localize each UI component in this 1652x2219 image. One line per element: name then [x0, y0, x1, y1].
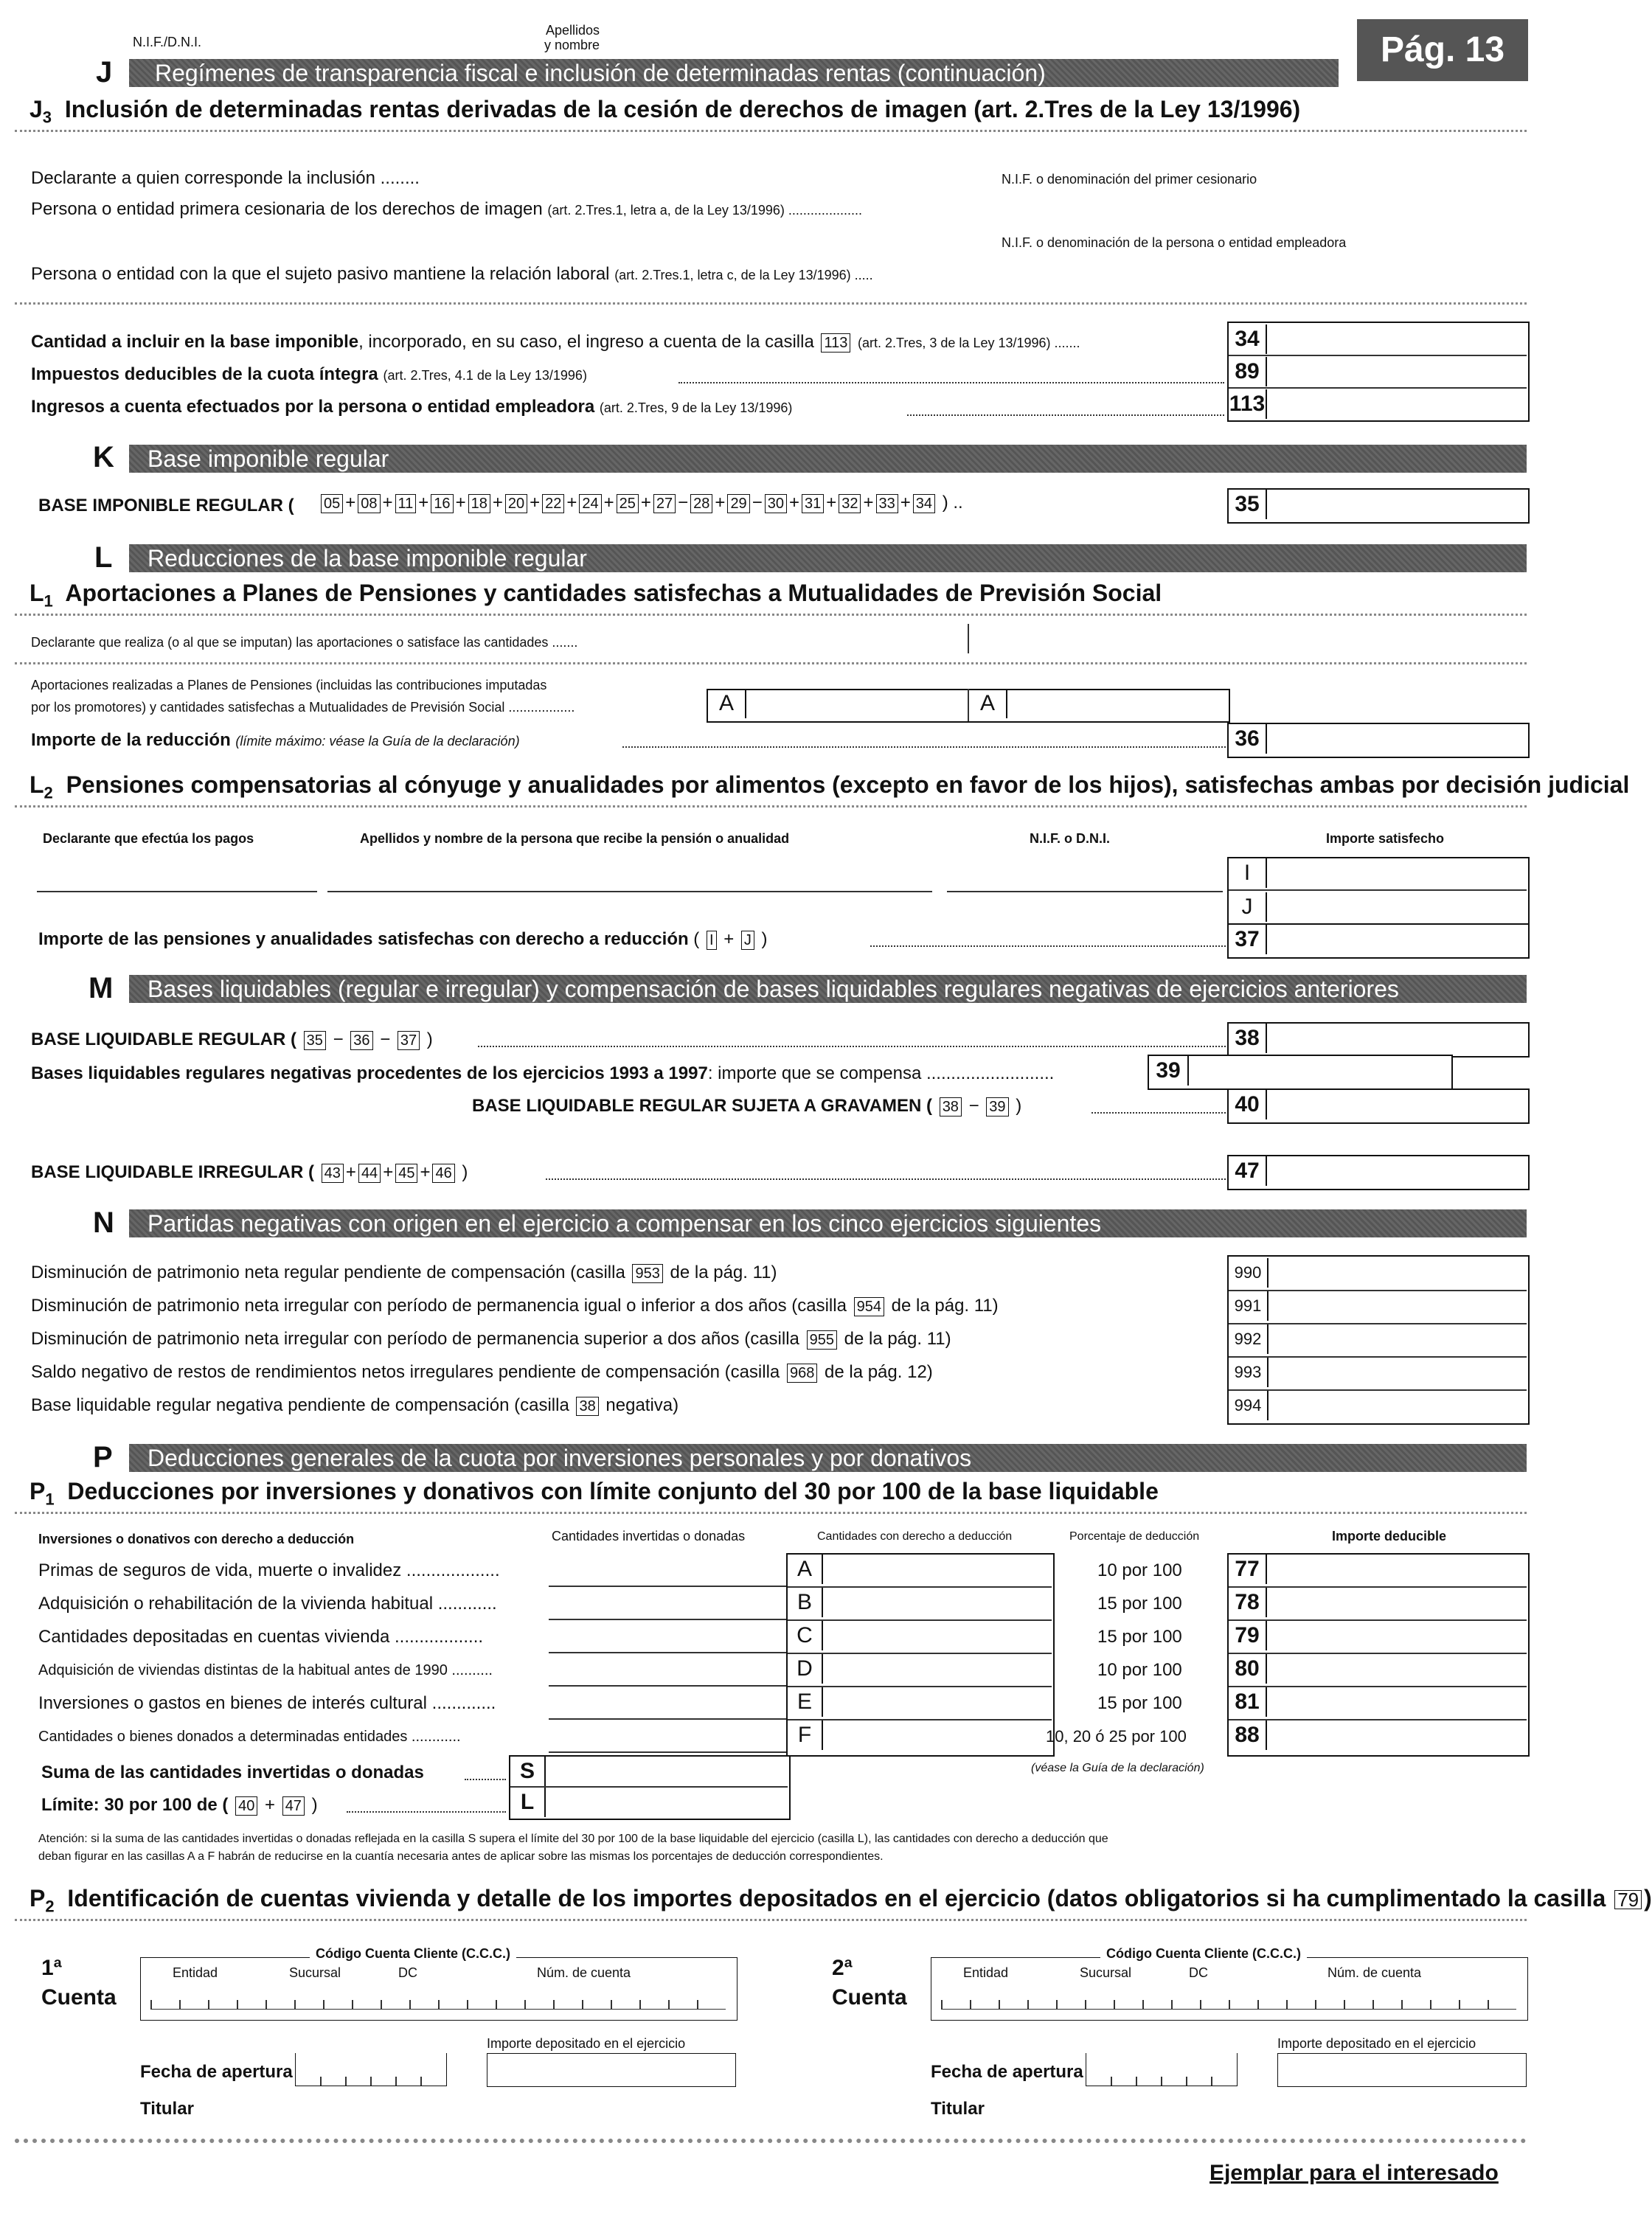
- k-operator: +: [603, 493, 614, 513]
- apellidos-label: Apellidos: [546, 23, 600, 38]
- limite-label: Límite: 30 por 100 de ( 40 + 47 ): [41, 1795, 318, 1815]
- input-78[interactable]: [1270, 1591, 1524, 1617]
- porcentaje: 15 por 100: [1097, 1594, 1182, 1614]
- input-113[interactable]: [1270, 389, 1524, 417]
- section-l1-title: $L_1$ Aportaciones a Planes de Pensiones y cantidades satisfechas a Mutualidades de Previsión Social: [30, 580, 1162, 611]
- k-operator: −: [752, 493, 763, 513]
- k-operator: +: [566, 493, 577, 513]
- nombre-label: y nombre: [544, 38, 600, 52]
- k-casilla-ref: 33: [876, 494, 898, 513]
- k-casilla-ref: 08: [358, 494, 380, 513]
- box-a: A: [788, 1555, 823, 1584]
- nif-cesionario-label: N.I.F. o denominación del primer cesionario: [1002, 172, 1257, 187]
- input-992[interactable]: [1271, 1326, 1524, 1354]
- casilla-47: 47: [1229, 1156, 1267, 1186]
- n-row-label: Base liquidable regular negativa pendiente de compensación (casilla 38 negativa): [31, 1395, 679, 1415]
- cantidad-invertida-input[interactable]: [549, 1558, 785, 1584]
- casilla-113: 113: [1229, 389, 1267, 419]
- k-casilla-ref: 05: [321, 494, 343, 513]
- k-operator: +: [863, 493, 874, 513]
- casilla-990: 990: [1229, 1258, 1268, 1288]
- box-i: I: [1229, 858, 1267, 888]
- aportaciones-label-1: Aportaciones realizadas a Planes de Pensiones (incluidas las contribuciones imputadas: [31, 678, 547, 692]
- k-close: ) ..: [942, 493, 963, 513]
- cuenta-ordinal: 2ª: [832, 1956, 853, 1980]
- box-a-1: A: [708, 689, 746, 718]
- input-79[interactable]: [1270, 1624, 1524, 1650]
- importe-depositado-label: Importe depositado en el ejercicio: [487, 2036, 686, 2051]
- k-operator: +: [455, 493, 466, 513]
- k-operator: +: [418, 493, 429, 513]
- box-l: L: [510, 1788, 546, 1817]
- declarante-aportaciones-label: Declarante que realiza (o al que se imputan) las aportaciones o satisface las cantidades .......: [31, 635, 578, 650]
- importe-depositado-input[interactable]: [487, 2053, 736, 2087]
- nif-empleadora-label: N.I.F. o denominación de la persona o entidad empleadora: [1002, 235, 1347, 250]
- section-n-letter: N: [93, 1206, 114, 1239]
- casilla-77: 77: [1229, 1555, 1267, 1584]
- casilla-40: 40: [1229, 1090, 1267, 1119]
- row-89-label: Impuestos deducibles de la cuota íntegra (art. 2.Tres, 4.1 de la Ley 13/1996): [31, 364, 587, 384]
- n-row-label: Saldo negativo de restos de rendimientos netos irregulares pendiente de compensación (casilla 968 de la pág. 12): [31, 1362, 933, 1382]
- p1-row-label: Cantidades o bienes donados a determinadas entidades ............: [38, 1729, 461, 1745]
- casilla-79: 79: [1229, 1621, 1267, 1650]
- section-j3-title: $J_3$ Inclusión de determinadas rentas derivadas de la cesión de derechos de imagen (art. 2.Tres de la Ley 13/1996): [30, 96, 1301, 127]
- row-34-label: Cantidad a incluir en la base imponible, incorporado, en su caso, el ingreso a cuenta de la casilla 113 (art. 2.Tres, 3 de la Ley 13/1996) .......: [31, 332, 1080, 352]
- section-k-title: Base imponible regular: [148, 445, 389, 472]
- cantidad-invertida-input[interactable]: [549, 1723, 785, 1750]
- dc-label: DC: [1189, 1965, 1208, 1980]
- n-row-label: Disminución de patrimonio neta irregular con período de permanencia igual o inferior a dos años (casilla 954 de la pág. 11): [31, 1296, 999, 1316]
- num-cuenta-label: Núm. de cuenta: [1328, 1965, 1422, 1980]
- guia-note: (véase la Guía de la declaración): [1031, 1762, 1204, 1774]
- cantidad-invertida-input[interactable]: [549, 1591, 785, 1617]
- input-s[interactable]: [549, 1757, 785, 1785]
- input-990[interactable]: [1271, 1260, 1524, 1288]
- col-cantidades: Cantidades invertidas o donadas: [552, 1529, 746, 1543]
- importe-reduccion-label: Importe de la reducción (límite máximo: véase la Guía de la declaración): [31, 730, 520, 750]
- col-derecho: Cantidades con derecho a deducción: [817, 1530, 1013, 1543]
- cantidad-invertida-input[interactable]: [549, 1624, 785, 1650]
- col-apellidos: Apellidos y nombre de la persona que recibe la pensión o anualidad: [360, 831, 790, 846]
- k-casilla-ref: 25: [617, 494, 639, 513]
- cantidad-derecho-input[interactable]: [826, 1657, 1049, 1684]
- k-operator: +: [640, 493, 651, 513]
- p1-row-label: Inversiones o gastos en bienes de interés cultural .............: [38, 1693, 496, 1713]
- titular-label: Titular: [140, 2099, 194, 2119]
- k-casilla-ref: 22: [542, 494, 564, 513]
- porcentaje: 10, 20 ó 25 por 100: [1046, 1727, 1187, 1746]
- casilla-36: 36: [1229, 724, 1267, 754]
- casilla-993: 993: [1229, 1358, 1268, 1387]
- col-importe: Importe satisfecho: [1326, 831, 1445, 846]
- casilla-991: 991: [1229, 1291, 1268, 1321]
- input-j[interactable]: [1270, 892, 1524, 922]
- input-34[interactable]: [1270, 324, 1524, 353]
- input-80[interactable]: [1270, 1657, 1524, 1684]
- row-113-label: Ingresos a cuenta efectuados por la persona o entidad empleadora (art. 2.Tres, 9 de la Ley 13/1996): [31, 397, 793, 417]
- k-operator: +: [715, 493, 726, 513]
- section-p1-title: $P_1$ Deducciones por inversiones y donativos con límite conjunto del 30 por 100 de la base liquidable: [30, 1478, 1159, 1509]
- cuenta-ordinal: 1ª: [41, 1956, 62, 1980]
- casilla-37: 37: [1229, 925, 1267, 954]
- casilla-88: 88: [1229, 1720, 1267, 1750]
- casilla-89: 89: [1229, 357, 1267, 386]
- input-36[interactable]: [1270, 724, 1524, 754]
- box-c: C: [788, 1621, 823, 1650]
- k-operator: +: [345, 493, 356, 513]
- section-m-letter: M: [88, 972, 114, 1004]
- dc-label: DC: [398, 1965, 417, 1980]
- cantidad-derecho-input[interactable]: [826, 1624, 1049, 1650]
- section-n-title: Partidas negativas con origen en el ejercicio a compensar en los cinco ejercicios siguientes: [148, 1210, 1102, 1237]
- box-f: F: [788, 1720, 823, 1750]
- casilla-992: 992: [1229, 1324, 1268, 1354]
- titular-label: Titular: [931, 2099, 985, 2119]
- k-casilla-ref: 16: [431, 494, 453, 513]
- k-operator: +: [826, 493, 837, 513]
- p1-row-label: Adquisición o rehabilitación de la vivienda habitual ............: [38, 1594, 497, 1614]
- k-casilla-ref: 31: [802, 494, 824, 513]
- k-operator: +: [788, 493, 799, 513]
- casilla-39: 39: [1149, 1056, 1189, 1086]
- box-d: D: [788, 1654, 823, 1684]
- aportaciones-input-1[interactable]: [748, 690, 965, 718]
- k-casilla-ref: 18: [468, 494, 490, 513]
- section-l-letter: L: [94, 541, 113, 574]
- cantidad-invertida-input[interactable]: [549, 1657, 785, 1684]
- cantidad-derecho-input[interactable]: [826, 1690, 1049, 1717]
- casilla-994: 994: [1229, 1391, 1268, 1420]
- box-a-2: A: [969, 689, 1007, 718]
- input-40[interactable]: [1270, 1090, 1524, 1119]
- input-35[interactable]: [1270, 490, 1524, 519]
- input-l[interactable]: [549, 1788, 785, 1816]
- importe-depositado-label: Importe depositado en el ejercicio: [1277, 2036, 1476, 2051]
- section-p-letter: P: [93, 1441, 113, 1473]
- section-l-title: Reducciones de la base imponible regular: [148, 545, 587, 572]
- bli-label: BASE LIQUIDABLE IRREGULAR ( 43 + 44 + 45 + 46 ): [31, 1162, 468, 1182]
- box-b: B: [788, 1588, 823, 1617]
- section-l2-title: $L_2$ Pensiones compensatorias al cónyuge y anualidades por alimentos (excepto en favor de los hijos), satisfechas ambas por decisión judicial: [30, 771, 1630, 802]
- page-number-badge: [1357, 19, 1528, 81]
- entidad-label: Entidad: [963, 1965, 1009, 1980]
- cantidad-derecho-input[interactable]: [826, 1558, 1049, 1584]
- input-993[interactable]: [1271, 1359, 1524, 1387]
- col-inversiones: Inversiones o donativos con derecho a deducción: [38, 1532, 355, 1546]
- ccc-title: Código Cuenta Cliente (C.C.C.): [1100, 1945, 1307, 1962]
- page-number: Pág. 13: [1380, 30, 1505, 69]
- k-casilla-ref: 28: [690, 494, 712, 513]
- k-casilla-ref: 27: [653, 494, 676, 513]
- p1-row-label: Adquisición de viviendas distintas de la habitual antes de 1990 ..........: [38, 1662, 493, 1678]
- fecha-apertura-label: Fecha de apertura: [931, 2062, 1083, 2082]
- input-38[interactable]: [1270, 1024, 1524, 1053]
- section-p2-title: $P_2$ Identificación de cuentas vivienda y detalle de los importes depositados en el ejercicio (datos obligatorios si ha cumplimentado la casilla 79 ): [30, 1885, 1652, 1916]
- k-operator: +: [900, 493, 911, 513]
- entidad-label: Entidad: [173, 1965, 218, 1980]
- cantidad-invertida-input[interactable]: [549, 1690, 785, 1717]
- col-importe-deducible: Importe deducible: [1332, 1529, 1447, 1543]
- k-casilla-ref: 11: [395, 494, 417, 513]
- n-row-label: Disminución de patrimonio neta regular pendiente de compensación (casilla 953 de la pág. 11): [31, 1263, 777, 1282]
- input-77[interactable]: [1270, 1558, 1524, 1584]
- input-i[interactable]: [1270, 858, 1524, 888]
- input-39[interactable]: [1192, 1056, 1447, 1086]
- k-casilla-ref: 24: [579, 494, 601, 513]
- input-47[interactable]: [1270, 1156, 1524, 1186]
- section-m-title: Bases liquidables (regular e irregular) y compensación de bases liquidables regulares negativas de ejercicios anteriores: [148, 976, 1399, 1002]
- casilla-38: 38: [1229, 1024, 1267, 1053]
- k-operator: +: [530, 493, 541, 513]
- section-p-title: Deducciones generales de la cuota por inversiones personales y por donativos: [148, 1445, 972, 1471]
- ccc-title: Código Cuenta Cliente (C.C.C.): [310, 1945, 516, 1962]
- p1-row-label: Cantidades depositadas en cuentas vivienda ..................: [38, 1627, 484, 1647]
- porcentaje: 15 por 100: [1097, 1693, 1182, 1713]
- importe-pensiones-label: Importe de las pensiones y anualidades satisfechas con derecho a reducción ( I + J ): [38, 929, 768, 949]
- blr-label: BASE LIQUIDABLE REGULAR ( 35 − 36 − 37 ): [31, 1029, 433, 1049]
- cuenta-label: Cuenta: [41, 1985, 117, 2010]
- input-88[interactable]: [1270, 1723, 1524, 1750]
- atencion-line-1: Atención: si la suma de las cantidades invertidas o donadas reflejada en la casilla S supera el límite del 30 por 100 de la base liquidable del ejercicio (casilla L), las cantidades con derecho a deducción que: [38, 1833, 1108, 1845]
- cantidad-derecho-input[interactable]: [826, 1591, 1049, 1617]
- porcentaje: 10 por 100: [1097, 1560, 1182, 1580]
- aportaciones-input-2[interactable]: [1009, 690, 1224, 718]
- box-e: E: [788, 1687, 823, 1717]
- input-991[interactable]: [1271, 1293, 1524, 1321]
- box-s: S: [510, 1757, 546, 1786]
- sujeta-label: BASE LIQUIDABLE REGULAR SUJETA A GRAVAMEN ( 38 − 39 ): [472, 1096, 1022, 1116]
- ccc-input[interactable]: [150, 1984, 726, 2009]
- section-j-letter: J: [96, 56, 113, 88]
- k-casilla-ref: 20: [505, 494, 527, 513]
- atencion-line-2: deban figurar en las casillas A a F habrán de reducirse en la cuantía necesaria antes de aplicar sobre las mismas los porcentajes de deducción correspondientes.: [38, 1850, 884, 1863]
- relacion-laboral-label: Persona o entidad con la que el sujeto pasivo mantiene la relación laboral (art. 2.Tres.1, letra c, de la Ley 13/1996) .....: [31, 264, 873, 284]
- col-porcentaje: Porcentaje de deducción: [1069, 1530, 1200, 1543]
- col-nif: N.I.F. o D.N.I.: [1030, 831, 1111, 846]
- k-casilla-ref: 32: [839, 494, 861, 513]
- input-89[interactable]: [1270, 357, 1524, 385]
- input-994[interactable]: [1271, 1392, 1524, 1420]
- primera-cesionaria-label: Persona o entidad primera cesionaria de los derechos de imagen (art. 2.Tres.1, letra a, de la Ley 13/1996) ....................: [31, 199, 862, 219]
- k-casilla-ref: 30: [765, 494, 787, 513]
- aportaciones-label-2: por los promotores) y cantidades satisfechas a Mutualidades de Previsión Social ..................: [31, 700, 575, 715]
- cuenta-label: Cuenta: [832, 1985, 907, 2010]
- suma-label: Suma de las cantidades invertidas o donadas: [41, 1763, 424, 1782]
- ccc-input[interactable]: [941, 1984, 1516, 2009]
- porcentaje: 10 por 100: [1097, 1660, 1182, 1680]
- col-declarante: Declarante que efectúa los pagos: [43, 831, 254, 846]
- declarante-inclusion-label: Declarante a quien corresponde la inclusión ........: [31, 168, 420, 188]
- nif-label: N.I.F./D.N.I.: [133, 35, 202, 49]
- k-casilla-ref: 29: [727, 494, 749, 513]
- ejemplar-label: Ejemplar para el interesado: [1210, 2161, 1499, 2185]
- box-j: J: [1229, 892, 1267, 922]
- bases-negativas-label: Bases liquidables regulares negativas procedentes de los ejercicios 1993 a 1997: importe que se compensa ..........................: [31, 1063, 1055, 1083]
- base-imponible-formula: [319, 493, 963, 513]
- input-37[interactable]: [1270, 925, 1524, 954]
- k-operator: +: [492, 493, 503, 513]
- p1-row-label: Primas de seguros de vida, muerte o invalidez ...................: [38, 1560, 500, 1580]
- casilla-78: 78: [1229, 1588, 1267, 1617]
- num-cuenta-label: Núm. de cuenta: [537, 1965, 631, 1980]
- k-operator: +: [382, 493, 393, 513]
- fecha-apertura-label: Fecha de apertura: [140, 2062, 293, 2082]
- cantidad-derecho-input[interactable]: [826, 1723, 1049, 1750]
- sucursal-label: Sucursal: [1080, 1965, 1132, 1980]
- input-81[interactable]: [1270, 1690, 1524, 1717]
- k-operator: −: [678, 493, 689, 513]
- importe-depositado-input[interactable]: [1277, 2053, 1527, 2087]
- casilla-34: 34: [1229, 324, 1267, 354]
- casilla-80: 80: [1229, 1654, 1267, 1684]
- casilla-35: 35: [1229, 490, 1267, 519]
- section-k-letter: K: [93, 441, 114, 473]
- section-j-title: Regímenes de transparencia fiscal e inclusión de determinadas rentas (continuación): [155, 60, 1046, 86]
- casilla-81: 81: [1229, 1687, 1267, 1717]
- n-row-label: Disminución de patrimonio neta irregular con período de permanencia superior a dos años (casilla 955 de la pág. 11): [31, 1329, 951, 1349]
- k-casilla-ref: 34: [913, 494, 935, 513]
- sucursal-label: Sucursal: [289, 1965, 341, 1980]
- base-imponible-regular-label: BASE IMPONIBLE REGULAR (: [38, 496, 294, 515]
- porcentaje: 15 por 100: [1097, 1627, 1182, 1647]
